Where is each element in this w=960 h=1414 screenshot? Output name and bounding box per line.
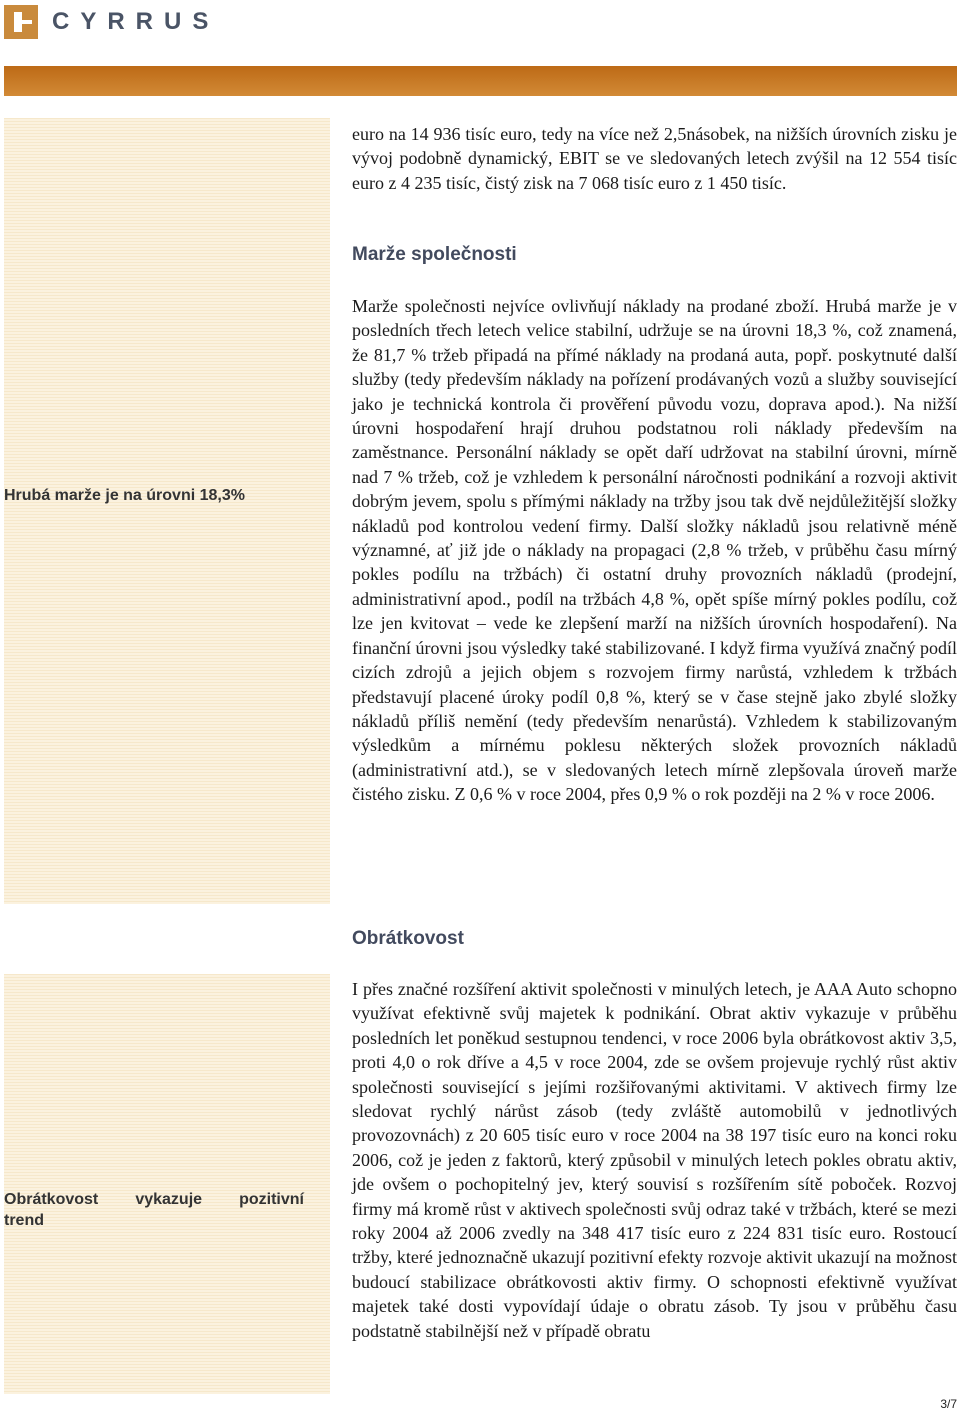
paragraph-intro: euro na 14 936 tisíc euro, tedy na více než 2,5násobek, na nižších úrovních zisku je vývoj podobně dynamický, EBIT se ve sledovaných letech zvýšil na 12 554 tisíc euro z 4 235 tisíc, čistý zisk na 7 068 tisíc euro z 1 450 tisíc. — [352, 124, 957, 193]
sidebar-note-gross-margin: Hrubá marže je na úrovni 18,3% — [4, 487, 245, 504]
sidebar-note-turnover-line2: trend — [4, 1212, 44, 1229]
section-heading-turnover: Obrátkovost — [352, 928, 464, 949]
section-heading-margins: Marže společnosti — [352, 244, 517, 265]
sidebar-note-turnover — [4, 1189, 304, 1231]
sidebar-panel-margins — [4, 118, 330, 904]
logo-text: CYRRUS — [52, 8, 220, 35]
logo-mark-icon — [4, 5, 38, 39]
paragraph-margins: Marže společnosti nejvíce ovlivňují náklady na prodané zboží. Hrubá marže je v posledních třech letech velice stabilní, udržuje se na úrovni 18,3 %, což znamená, že 81,7 % tržeb připadá na přímé náklady na prodaná auta, popř. poskytnuté další služby (tedy především náklady na pořízení prodávaných vozů a služby související jako je technická kontrola či prověření původu vozu, doprava apod.). Na nižší úrovni hospodaření hrají druhou podstatnou roli náklady především na zaměstnance. Personální náklady se opět daří udržovat na stabilní úrovni, mírně nad 7 % tržeb, což je vzhledem k personální náročnosti podnikání a rozvoji aktivit dobrým jevem, spolu s přímými náklady na tržby jsou tak dvě nejdůležitější složky nákladů pod kontrolou vedení firmy. Další složky nákladů jsou relativně méně významné, ať již jde o náklady na propagaci (2,8 % tržeb, v průběhu času mírný pokles podílu na tržbách) či ostatní druhy provozních nákladů (prodejní, administrativní apod., podíl na tržbách 4,8 %, opět spíše mírný pokles podílu, což lze jen kvitovat – vede ke zlepšení marží na nižších úrovních hospodaření). Na finanční úrovni jsou výsledky také stabilizované. I když firma využívá značný podíl cizích zdrojů a jejich objem s rozvojem firmy narůstá, vzhledem k tržbách představují placené úroky podíl 0,8 %, který se v čase stejně jako zbylé složky nákladů příliš nemění (tedy především nenarůstá). Vzhledem k stabilizovaným výsledkům a mírnému poklesu některých složek provozních nákladů (administrativní atd.), se v sledovaných letech mírně zlepšovala úroveň marže čistého zisku. Z 0,6 % v roce 2004, přes 0,9 % o rok později na 2 % v roce 2006. — [352, 296, 957, 805]
header-bar — [4, 66, 957, 96]
page-number: 3/7 — [940, 1397, 957, 1411]
sidebar-note-turnover-line1: Obrátkovost vykazuje pozitivní — [4, 1191, 304, 1208]
paragraph-turnover: I přes značné rozšíření aktivit společnosti v minulých letech, je AAA Auto schopno využívat efektivně svůj majetek k podnikání. Obrat aktiv vykazuje v průběhu posledních let poněkud sestupnou tendenci, v roce 2006 byla obrátkovost aktiv 3,5, proti 4,0 o rok dříve a 4,5 v roce 2004, zde se ovšem projevuje rychlý růst aktiv společnosti související s jejími rozšiřovanými aktivitami. V aktivech firmy lze sledovat rychlý nárůst zásob (tedy zvláště automobilů v jednotlivých provozovnách) z 20 605 tisíc euro v roce 2004 na 38 197 tisíc euro na konci roku 2006, což je jeden z faktorů, který způsobil v minulých letech pokles obratu aktiv, jde ovšem o pochopitelný jev, který souvisí s rozšířením sítě poboček. Rozvoj firmy má kromě růst v aktivech společnosti svůj odraz také v tržbách, které se mezi roky 2004 až 2006 zvedly na 348 417 tisíc euro z 224 831 tisíc euro. Rostoucí tržby, které jednoznačně ukazují pozitivní efekty rozvoje aktivit ukazují na možnost budoucí stabilizace obrátkovosti aktiv firmy. O schopnosti efektivně využívat majetek také dosti vypovídají údaje o obratu zásob. Ty jsou v průběhu času podstatně stabilnější než v případě obratu — [352, 979, 957, 1341]
company-logo — [4, 4, 219, 40]
sidebar-panel-turnover — [4, 974, 330, 1394]
